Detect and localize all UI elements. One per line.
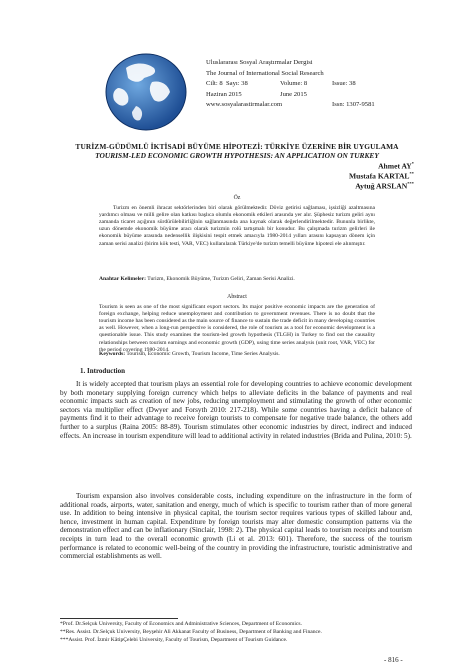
paper-title-tr: TURİZM-GÜDÜMLÜ İKTİSADİ BÜYÜME HİPOTEZİ: TÜRKİYE ÜZERİNE BİR UYGULAMA xyxy=(75,142,399,151)
oz-keywords xyxy=(99,276,375,283)
footnote-3: ***Assist. Prof. İzmir KâtipÇelebi University, Faculty of Tourism, Department of Tourism Guidance. xyxy=(60,637,288,643)
journal-sayi: Sayı: 38 xyxy=(225,80,248,88)
footnote-2: **Res. Assist. Dr.Selçuk University, Beyşehir Ali Akkanat Faculty of Business, Department of Banking and Finance. xyxy=(60,629,322,635)
oz-section xyxy=(99,195,375,248)
intro-paragraph-2: Tourism expansion also involves considerable costs, including expenditure on the infrastructure in the form of additional roads, airports, water, sanitation and energy, much of which is specific to tourism rather than of more general use. In addition to being intensive in physical capital, the tourism sector requires various types of skilled labour and, hence, investment in human capital. Expenditure by foreign tourists may alter domestic consumption patterns via the demonstration effect and can be inflationary (Sinclair, 1998: 2). The physical capital leads to tourism receipts and tourism receipts in turn lead to the overall economic growth (Li et al. 2013: 601). Therefore, the success of the tourism performance is related to economic well-being of the country in providing the infrastructure, touristic administrative and commercial establishments as well. xyxy=(60,492,412,561)
footnote-divider xyxy=(60,618,178,619)
author-1: Ahmet AY* xyxy=(378,161,414,171)
abstract-section xyxy=(99,294,375,354)
journal-website[interactable]: www.sosyalarastirmalar.com xyxy=(206,101,283,109)
oz-keywords-label: Anahtar Kelimeler: xyxy=(99,276,146,282)
journal-web-row xyxy=(206,100,386,111)
author-3: Aytuğ ARSLAN*** xyxy=(355,181,414,191)
journal-volume: Volume: 8 xyxy=(280,80,308,88)
journal-date-row xyxy=(206,90,386,101)
oz-heading: Öz xyxy=(233,195,241,201)
oz-text: Turizm en önemli ihracat sektörlerinden biri olarak görülmektedir. Döviz getirisi sağlaması, işsizliği azaltmasına yardımcı olması ve milli gelire olan katkısı başlıca olumlu ekonomik etkileri arasında yer alır. Şüphesiz turizm geliri aynı zamanda ticaret açığının sürdürülebilirliğinin sağlanmasında ana kaynak olarak değerlendirilmektedir. Bununla birlikte, uzun dönemde ekonomik büyüme aracı olarak turizmin rolü tartışmalı bir konudur. Bu çalışmada turizm gelirleri ile ekonomik büyüme arasında nedensellik ilişkisini tespit etmek amacıyla 1980-2014 yılları arasını kapsayan dönem için zaman serisi analizi (birim kök testi, VAR, VEC) kullanılarak Türkiye'de turizm temelli büyüme hipotezi ele alınmıştır. xyxy=(99,205,375,247)
footnote-1: *Prof. Dr.Selçuk University, Faculty of Economics and Administrative Sciences, Department of Economics. xyxy=(60,621,302,627)
author-2: Mustafa KARTAL** xyxy=(348,171,414,181)
journal-info xyxy=(206,58,386,111)
journal-globe-logo xyxy=(96,48,192,134)
journal-date-en: June 2015 xyxy=(280,90,307,98)
journal-issue: Issue: 38 xyxy=(332,80,356,88)
paper-title-en: TOURISM-LED ECONOMIC GROWTH HYPOTHESIS: AN APPLICATION ON TURKEY xyxy=(95,151,379,160)
page-number: - 816 - xyxy=(384,656,403,664)
journal-name-en: The Journal of International Social Research xyxy=(206,69,324,77)
abstract-heading: Abstract xyxy=(227,294,247,300)
intro-heading: 1. Introduction xyxy=(80,367,125,375)
oz-keywords-text: Turizm, Ekonomik Büyüme, Turizm Geliri, Zaman Serisi Analizi. xyxy=(145,276,295,282)
abstract-keywords-label: Keywords: xyxy=(99,351,126,357)
abstract-keywords xyxy=(99,351,375,358)
journal-date-tr: Haziran 2015 xyxy=(206,90,242,98)
journal-volume-row xyxy=(206,79,386,90)
abstract-keywords-text: Tourism, Economic Growth, Tourism Income, Time Series Analysis. xyxy=(125,351,280,357)
journal-cilt: Cilt: 8 xyxy=(206,80,223,88)
abstract-text: Tourism is seen as one of the most significant export sectors. Its major positive economic impacts are the generation of foreign exchange, helping reduce unemployment and contribution to government revenues. There is no doubt that the tourism income has been considered as the main source of finance to sustain the trade deficit in many developing countries as well. However, when a long-run perspective is considered, the role of tourism as a tool for economic development is a questionable issue. This study examines the tourism-led growth hypothesis (TLGH) in Turkey to find out the causality relationships between tourism earnings and economic growth (GDP), using time series analysis (unit root, VAR, VEC) for the period covering 1980-2014. xyxy=(99,304,375,353)
journal-issn: Issn: 1307-9581 xyxy=(332,101,375,109)
intro-paragraph-1: It is widely accepted that tourism plays an essential role for developing countries to achieve economic development by both monetary supplying foreign currency which helps to alleviate deficits in the balance of payments and real economic impacts such as creation of new jobs, reducing unemployment and stimulating the growth of other economic sectors via multiplier effect (Dwyer and Forsyth 2010: 217-218). While some countries having a deficit balance of payments find it to their advantage to receive foreign tourists to compensate for negative trade balance, the others add further to a surplus (Raina 2005: 88-89). Tourism stimulates other economic industries by direct, indirect and induced effects. An increase in tourism expenditure will lead to additional activity in related industries (Brida and Pulina, 2010: 5). xyxy=(60,380,412,440)
journal-name-tr: Uluslararası Sosyal Araştırmalar Dergisi xyxy=(206,59,313,66)
